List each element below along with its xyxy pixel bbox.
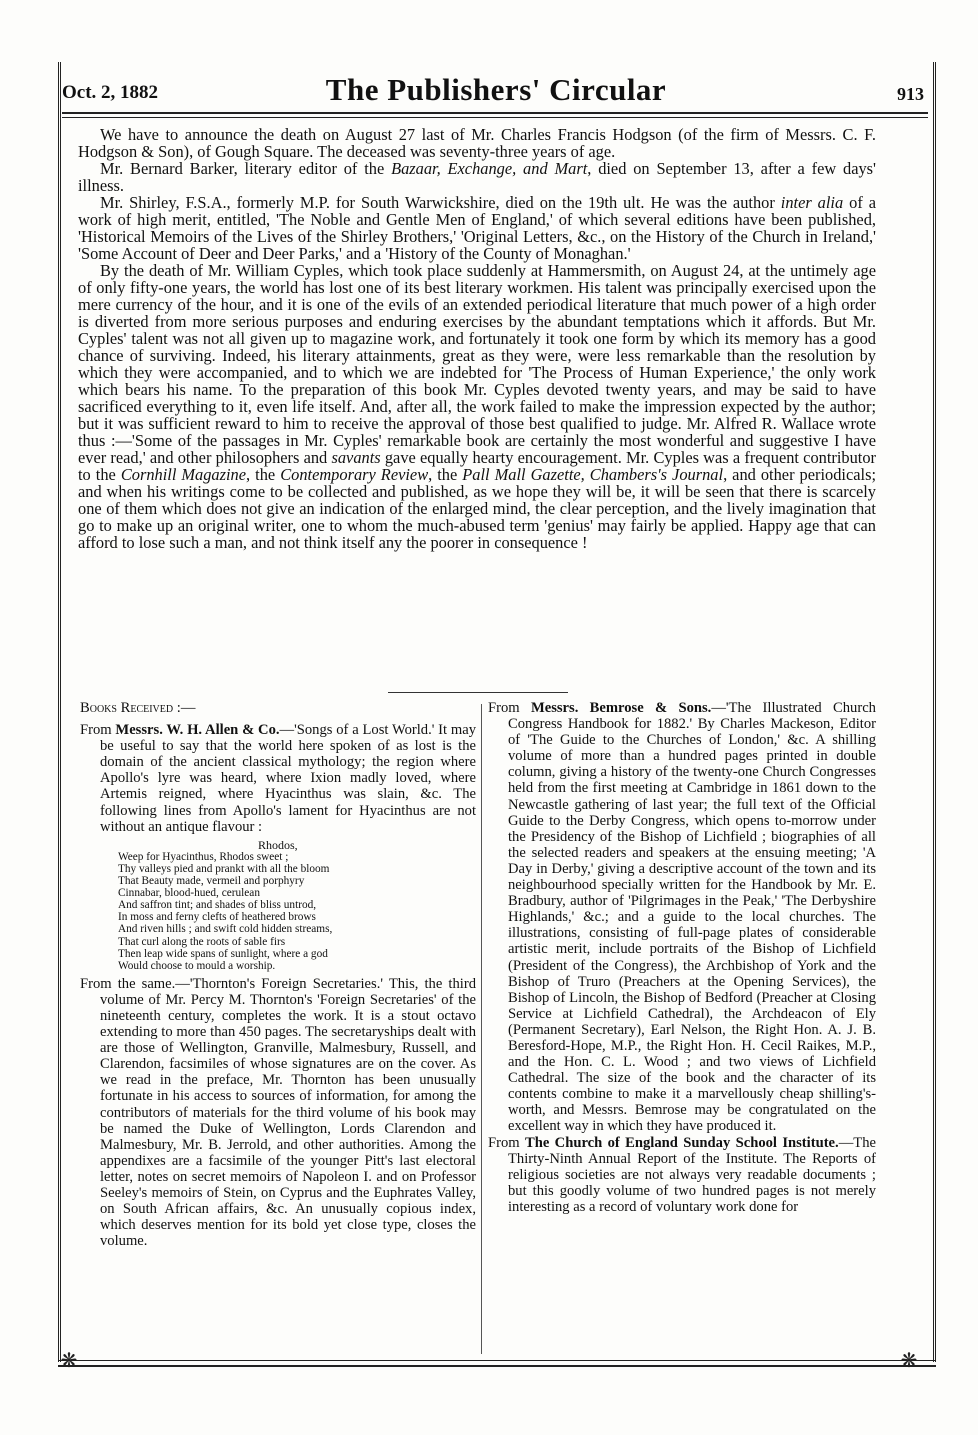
poem-line: Then leap wide spans of sunlight, where a god: [118, 947, 328, 960]
poem-line: Weep for Hyacinthus, Rhodos sweet ;: [118, 850, 289, 863]
publisher-sunday-school: The Church of England Sunday School Institute.: [524, 1134, 839, 1151]
poem-excerpt: [118, 839, 476, 972]
obituary-cyples: By the death of Mr. William Cyples, which took place suddenly at Hammersmith, on August 24, at the untimely age of only fifty-one years, the world has lost one of its best literary workmen. His talent was principally exercised upon the mere currency of the hour, and it is one of the evils of an extended periodical literature that much power of a high order is diverted from more serious purposes and enduring exercises by the abundant temptations which it affords. But Mr. Cyples' talent was not all given up to magazine work, and fortunately it took one form by which its memory has a good chance of surviving. Indeed, his literary attainments, great as they were, were less remarkable than the resolution by which they were accompanied, and to which we are indebted for 'The Process of Human Experience,' the only work which bears his name. To the preparation of this book Mr. Cyples devoted twenty years, and may be said to have sacrificed everything to it, even life itself. And, after all, the work failed to make the impression expected by the author; but it was sufficient reward to him to receive the approval of those best qualified to judge. Mr. Alfred R. Wallace wrote thus :—'Some of the passages in Mr. Cyples' remarkable book are certainly the most wonderful and suggestive I have ever read,' and other philosophers and savants gave equally hearty encouragement. Mr. Cyples was a frequent contributor to the Cornhill Magazine, the Contemporary Review, the Pall Mall Gazette, Chambers's Journal, and other periodicals; and when his writings come to be collected and published, as we hope they will be, it will be seen that there is scarcely one of them which does not give an indication of the enlarged mind, the clear perception, and the lively imagination that go to make up an original writer, one to whom the much-abused term 'genius' may fairly be applied. Happy age that can afford to lose such a man, and not think itself any the poorer in consequence !: [78, 261, 877, 552]
poem-line: And riven hills ; and swift cold hidden streams,: [118, 923, 333, 936]
masthead-title: The Publishers' Circular: [325, 72, 667, 107]
header-rule: [62, 112, 928, 118]
obituary-hodgson: We have to announce the death on August 27 last of Mr. Charles Francis Hodgson (of the firm of Messrs. C. F. Hodgson & Son), of Gough Square. The deceased was seventy-three years of age.: [78, 125, 876, 161]
page-header: [62, 72, 930, 112]
page-number: 913: [897, 84, 924, 104]
entry-allen: From Messrs. W. H. Allen & Co.—'Songs of a Lost World.' It may be useful to say that the world here spoken of as lost is the domain of the ancient classical mythology; the region where Apollo's lyre was heard, where Ixion madly loved, where Artemis reigned, where Hyacinthus was slain, &c. The following lines from Apollo's lament for Hyacinthus are not without an antique flavour :: [80, 722, 476, 835]
poem-line: That curl along the roots of sable firs: [118, 935, 286, 948]
entry-thornton: From the same.—'Thornton's Foreign Secretaries.' This, the third volume of Mr. Percy M. Thornton's 'Foreign Secretaries' of the nineteenth century, completes the work. It is a stout octavo extending to more than 450 pages. The secretaryships dealt with are those of Wellington, Granville, Malmesbury, Russell, and Clarendon, facsimiles of whose signatures are on the cover. As we read in the preface, Mr. Thornton has been unusually fortunate in his access to sources of information, for among the contributors of materials for the third volume of his book may be named the Duke of Wellington, Lords Clarendon and Malmesbury, Mr. B. Jerrold, and other authorities. Among the appendixes are a facsimile of the younger Pitt's last electoral letter, notes on secret memoirs of Napoleon I. and on Professor Seeley's memoirs of Stein, on Cyprus and the Euphrates Valley, on South African affairs, &c. An unusually copious index, which deserves mention for its bold yet close type, closes the volume.: [80, 975, 476, 1250]
column-separator: [481, 704, 482, 1354]
section-divider: [388, 692, 568, 693]
poem-line: Thy valleys pied and prankt with all the bloom: [118, 862, 330, 875]
obituary-shirley: Mr. Shirley, F.S.A., formerly M.P. for South Warwickshire, died on the 19th ult. He was the author inter alia of a work of high merit, entitled, 'The Noble and Gentle Men of England,' of which several editions have been published, 'Historical Memoirs of the Lives of the Shirley Brothers,' 'Original Letters, &c., on the History of the Church in Ireland,' 'Some Account of Deer and Deer Parks,' and a 'History of the County of Monaghan.': [78, 193, 876, 263]
obituary-notices: [78, 126, 876, 551]
books-column-right: [488, 700, 876, 1215]
obituary-barker: Mr. Bernard Barker, literary editor of the Bazaar, Exchange, and Mart, died on September 13, after a few days' illness.: [78, 159, 877, 195]
poem-title: Rhodos,: [258, 837, 298, 852]
entry-sunday-school: From The Church of England Sunday School Institute.—The Thirty-Ninth Annual Report of the Institute. The Reports of religious societies are not always very readable documents ; but this goodly volume of two hundred pages is not merely interesting as a record of voluntary work done for: [488, 1134, 876, 1215]
poem-line: Cinnabar, blood-hued, cerulean: [118, 887, 260, 900]
poem-line: Would choose to mould a worship.: [118, 959, 276, 972]
books-received-heading: Books Received :—: [80, 700, 196, 716]
poem-line: That Beauty made, vermeil and porphyry: [118, 875, 305, 888]
poem-line: And saffron tint; and shades of bliss untrod,: [118, 899, 317, 912]
publisher-bemrose: Messrs. Bemrose & Sons.: [530, 700, 712, 716]
footer-rule: [58, 1360, 936, 1367]
corner-ornament-icon: ❋: [60, 1350, 78, 1372]
issue-date: Oct. 2, 1882: [62, 82, 159, 103]
publisher-allen: Messrs. W. H. Allen & Co.: [115, 722, 280, 739]
entry-bemrose: From Messrs. Bemrose & Sons.—'The Illustrated Church Congress Handbook for 1882.' By Charles Mackeson, Editor of 'The Guide to the Churches of London,' &c. A shilling volume of more than a hundred pages printed in double column, giving a history of the twenty-one Church Congresses held from the first meeting at Cambridge in 1861 down to the Newcastle gathering of last year; the full text of the Official Guide to the Derby Congress, which opens to-morrow under the Presidency of the Bishop of Lichfield ; biographies of all the selected readers and speakers at the ensuing meeting; 'A Day in Derby,' giving a descriptive account of the town and its neighbourhood specially written for the Handbook by Mr. E. Bradbury, author of 'Pilgrimages in the Peak,' 'The Derbyshire Highlands,' &c.; and a guide to the local churches. The illustrations, consisting of full-page plates of considerable artistic merit, include portraits of the Bishop of Lichfield (President of the Congress), the Archbishop of York and the Bishop of Truro (Preachers at the Opening Services), the Bishop of Lincoln, the Bishop of Bedford (Preacher at Closing Service at Lichfield Cathedral), the Archdeacon of Ely (Permanent Secretary), Earl Nelson, the Right Hon. A. J. B. Beresford-Hope, M.P., the Right Hon. H. Cecil Raikes, M.P., and the Hon. C. L. Wood ; and two views of Lichfield Cathedral. The size of the book and the character of its contents combine to make it a marvellously cheap shilling's-worth, and Messrs. Bemrose may be congratulated on the excellent way in which they have produced it.: [488, 700, 876, 1135]
books-column-left: [80, 700, 476, 1249]
poem-line: In moss and ferny clefts of heathered brows: [118, 911, 316, 924]
corner-ornament-icon: ❋: [900, 1350, 918, 1372]
